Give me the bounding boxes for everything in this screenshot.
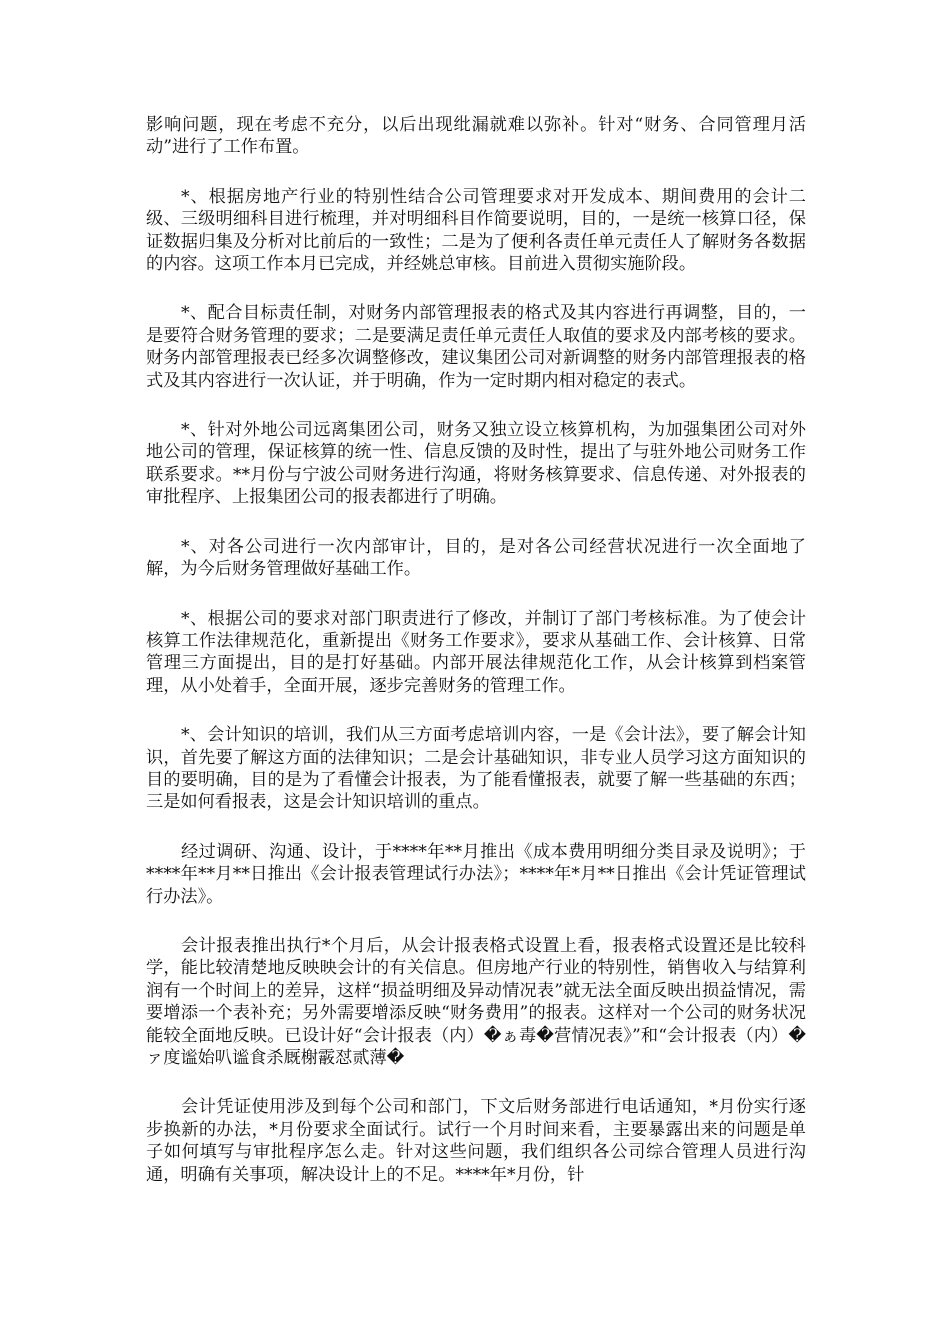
paragraph: *、针对外地公司远离集团公司，财务又独立设立核算机构，为加强集团公司对外地公司的管理，保证核算的统一性、信息反馈的及时性，提出了与驻外地公司财务工作联系要求。**月份与宁波公司财务进行沟通，将财务核算要求、信息传递、对外报表的审批程序、上报集团公司的报表都进行了明确。 — [146, 420, 806, 508]
paragraph: 影响问题，现在考虑不充分，以后出现纰漏就难以弥补。针对“财务、合同管理月活动”进行了工作布置。 — [146, 115, 806, 158]
paragraph: *、对各公司进行一次内部审计，目的，是对各公司经营状况进行一次全面地了解，为今后财务管理做好基础工作。 — [146, 536, 806, 580]
paragraph: *、根据房地产行业的特别性结合公司管理要求对开发成本、期间费用的会计二级、三级明细科目进行梳理，并对明细科目作简要说明，目的，一是统一核算口径，保证数据归集及分析对比前后的一致性；二是为了便利各责任单元责任人了解财务各数据的内容。这项工作本月已完成，并经姚总审核。目前进入贯彻实施阶段。 — [146, 186, 806, 275]
paragraph: *、根据公司的要求对部门职责进行了修改，并制订了部门考核标准。为了使会计核算工作法律规范化，重新提出《财务工作要求》，要求从基础工作、会计核算、日常管理三方面提出，目的是打好基础。内部开展法律规范化工作，从会计核算到档案管理，从小处着手，全面开展，逐步完善财务的管理工作。 — [146, 608, 806, 696]
paragraph: 经过调研、沟通、设计，于****年**月推出《成本费用明细分类目录及说明》；于****年**月**日推出《会计报表管理试行办法》；****年*月**日推出《会计凭证管理试行办法》。 — [146, 841, 806, 907]
paragraph: 会计报表推出执行*个月后，从会计报表格式设置上看，报表格式设置还是比较科学，能比较清楚地反映映会计的有关信息。但房地产行业的特别性，销售收入与结算利润有一个时间上的差异，这样“损益明细及异动情况表”就无法全面反映出损益情况，需要增添一个表补充；另外需要增添反映“财务费用”的报表。这样对一个公司的财务状况能较全面地反映。已设计好“会计报表（内）�ぁ毒�营情况表》”和“会计报表（内）�ァ度谧始叭谧食杀厩榭霰怼贰薄� — [146, 935, 806, 1068]
paragraph: *、配合目标责任制，对财务内部管理报表的格式及其内容进行再调整，目的，一是要符合财务管理的要求；二是要满足责任单元责任人取值的要求及内部考核的要求。财务内部管理报表已经多次调整修改，建议集团公司对新调整的财务内部管理报表的格式及其内容进行一次认证，并于明确，作为一定时期内相对稳定的表式。 — [146, 303, 806, 391]
document-body — [146, 114, 806, 1213]
paragraph: *、会计知识的培训，我们从三方面考虑培训内容，一是《会计法》，要了解会计知识，首先要了解这方面的法律知识；二是会计基础知识，非专业人员学习这方面知识的目的要明确，目的是为了看懂会计报表，为了能看懂报表，就要了解一些基础的东西；三是如何看报表，这是会计知识培训的重点。 — [146, 725, 806, 813]
paragraph: 会计凭证使用涉及到每个公司和部门，下文后财务部进行电话通知，*月份实行逐步换新的办法，*月份要求全面试行。试行一个月时间来看，主要暴露出来的问题是单子如何填写与审批程序怎么走。针对这些问题，我们组织各公司综合管理人员进行沟通，明确有关事项，解决设计上的不足。****年*月份，针 — [146, 1097, 806, 1185]
